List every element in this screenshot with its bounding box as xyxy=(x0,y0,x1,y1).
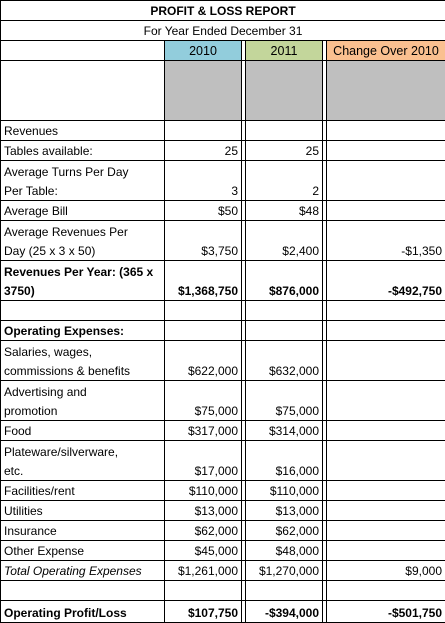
cell-2010: $75,000 xyxy=(165,401,242,421)
cell-2011: $75,000 xyxy=(246,401,323,421)
cell-2010: $1,368,750 xyxy=(165,281,242,301)
cell-2010: $110,000 xyxy=(165,481,242,501)
cell-2010: $3,750 xyxy=(165,241,242,261)
row-label-commissions: commissions & benefits xyxy=(1,361,165,381)
row-label-opex-header: Operating Expenses: xyxy=(1,321,165,341)
cell-2011: $876,000 xyxy=(246,281,323,301)
gray-block-2011 xyxy=(246,61,323,121)
cell-2011: -$394,000 xyxy=(246,601,323,623)
gray-block-2010 xyxy=(165,61,242,121)
row-label-salaries: Salaries, wages, xyxy=(1,341,165,361)
col-header-2010: 2010 xyxy=(165,41,242,61)
cell-2010: 3 xyxy=(165,181,242,201)
row-label-facilities: Facilities/rent xyxy=(1,481,165,501)
cell-2011: $1,270,000 xyxy=(246,561,323,581)
cell-2010: $17,000 xyxy=(165,461,242,481)
gray-block-change xyxy=(327,61,445,121)
cell-2010: $107,750 xyxy=(165,601,242,623)
row-label-avg-bill: Average Bill xyxy=(1,201,165,221)
cell-2011: 25 xyxy=(246,141,323,161)
col-header-change: Change Over 2010 xyxy=(327,41,445,61)
cell-2011: 2 xyxy=(246,181,323,201)
cell-change: -$1,350 xyxy=(327,241,445,261)
row-label-op-profit: Operating Profit/Loss xyxy=(1,601,165,623)
row-label-etc: etc. xyxy=(1,461,165,481)
blank-cell xyxy=(1,61,165,121)
row-label-rev-year-2: 3750) xyxy=(1,281,165,301)
cell-2010: $622,000 xyxy=(165,361,242,381)
row-label-turns: Average Turns Per Day xyxy=(1,161,165,181)
cell-2010: 25 xyxy=(165,141,242,161)
row-label-other: Other Expense xyxy=(1,541,165,561)
cell-2011: $48,000 xyxy=(246,541,323,561)
cell-2011: $62,000 xyxy=(246,521,323,541)
cell-2011: $48 xyxy=(246,201,323,221)
cell-2010: $1,261,000 xyxy=(165,561,242,581)
cell-2010: $50 xyxy=(165,201,242,221)
report-title: PROFIT & LOSS REPORT xyxy=(1,1,445,21)
cell-2011: $13,000 xyxy=(246,501,323,521)
cell-change: $9,000 xyxy=(327,561,445,581)
row-label-avg-rev-day: Day (25 x 3 x 50) xyxy=(1,241,165,261)
header-blank xyxy=(1,41,165,61)
cell-2010: $13,000 xyxy=(165,501,242,521)
row-label-food: Food xyxy=(1,421,165,441)
row-label-per-table: Per Table: xyxy=(1,181,165,201)
cell-change: -$492,750 xyxy=(327,281,445,301)
cell-2011: $2,400 xyxy=(246,241,323,261)
row-label-plateware: Plateware/silverware, xyxy=(1,441,165,461)
cell-2011: $632,000 xyxy=(246,361,323,381)
row-label-revenues: Revenues xyxy=(1,121,165,141)
row-label-tables: Tables available: xyxy=(1,141,165,161)
col-header-2011: 2011 xyxy=(246,41,323,61)
cell-2010: $317,000 xyxy=(165,421,242,441)
cell-2010: $62,000 xyxy=(165,521,242,541)
cell-2011: $314,000 xyxy=(246,421,323,441)
cell-2011: $16,000 xyxy=(246,461,323,481)
cell-change: -$501,750 xyxy=(327,601,445,623)
row-label-total-opex: Total Operating Expenses xyxy=(1,561,165,581)
row-label-advertising: Advertising and xyxy=(1,381,165,401)
row-label-insurance: Insurance xyxy=(1,521,165,541)
row-label-rev-year: Revenues Per Year: (365 x xyxy=(1,261,165,281)
cell-2010: $45,000 xyxy=(165,541,242,561)
cell-2011: $110,000 xyxy=(246,481,323,501)
report-subtitle: For Year Ended December 31 xyxy=(1,21,445,41)
row-label-utilities: Utilities xyxy=(1,501,165,521)
row-label-promotion: promotion xyxy=(1,401,165,421)
row-label-avg-rev: Average Revenues Per xyxy=(1,221,165,241)
